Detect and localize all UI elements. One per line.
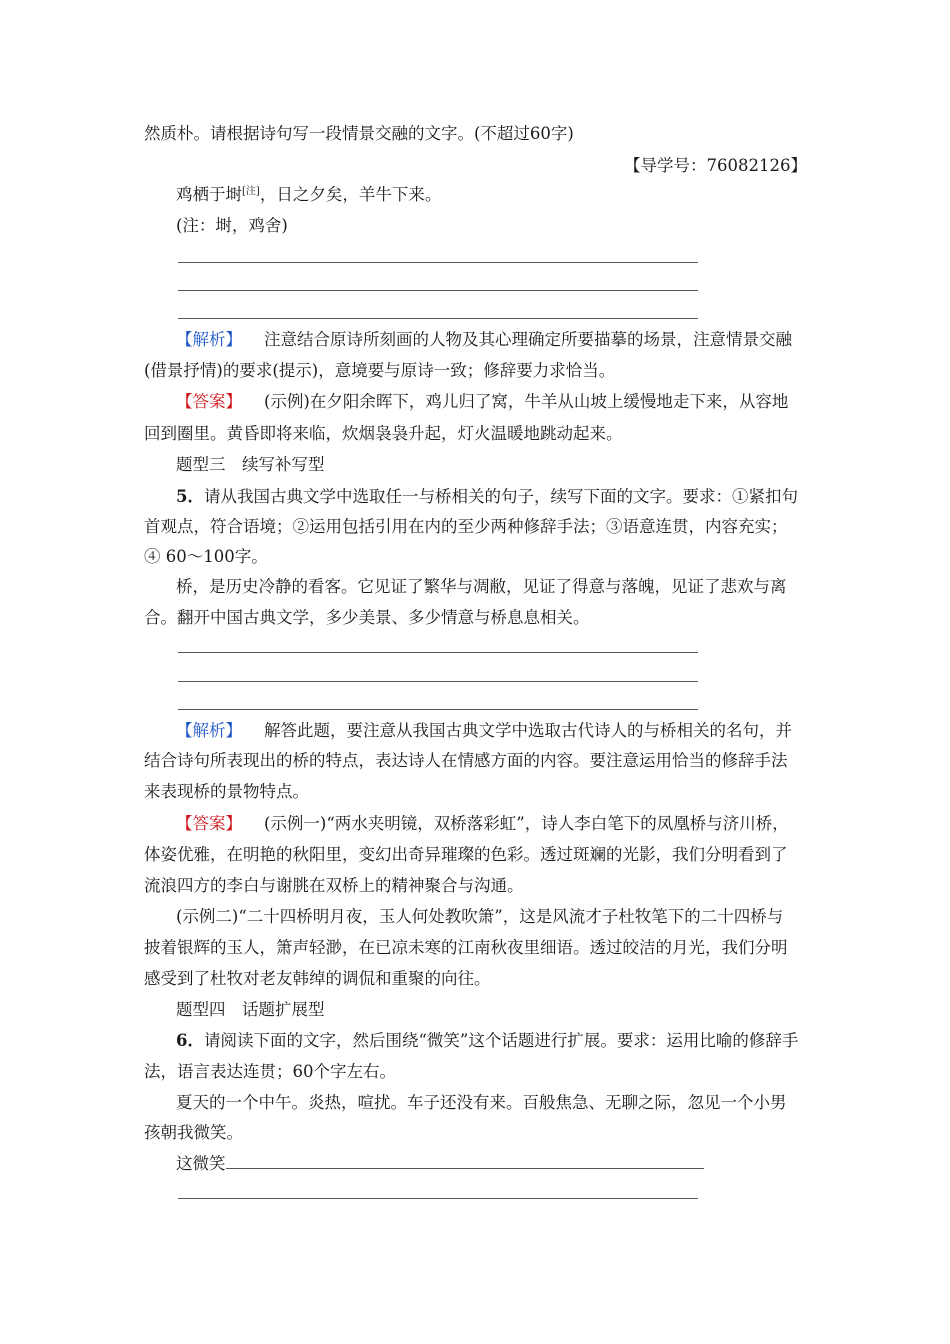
q6-text-line-2: 孩朝我微笑。 — [144, 1123, 243, 1142]
poem-note: (注：埘，鸡舍) — [176, 216, 288, 235]
q4-analysis-line-1 — [176, 329, 812, 351]
analysis-tag: 【解析】 — [176, 721, 242, 740]
answer-lead: 这微笑 — [176, 1154, 226, 1173]
question-number: 5． — [176, 487, 204, 506]
q5-answer-line-5: 披着银辉的玉人，箫声轻渺，在已凉未寒的江南秋夜里细语。透过皎洁的月光，我们分明 — [144, 938, 788, 957]
answer-blank-line[interactable] — [226, 1154, 704, 1169]
answer-blank-line[interactable] — [178, 681, 698, 682]
question-number: 6． — [176, 1031, 204, 1050]
answer-tag: 【答案】 — [176, 392, 242, 411]
q4-answer-line-1 — [176, 391, 812, 413]
answer-tag: 【答案】 — [176, 814, 242, 833]
q4-analysis-line-2: (借景抒情)的要求(提示)，意境要与原诗一致；修辞要力求恰当。 — [144, 361, 616, 380]
q5-answer-line-2: 体姿优雅，在明艳的秋阳里，变幻出奇异璀璨的色彩。透过斑斓的光影，我们分明看到了 — [144, 845, 788, 864]
answer-blank-line[interactable] — [178, 262, 698, 263]
q5-text-line-1: 桥，是历史冷静的看客。它见证了繁华与凋敝，见证了得意与落魄，见证了悲欢与离 — [176, 577, 787, 596]
section-heading-type4: 题型四 话题扩展型 — [176, 1000, 325, 1019]
answer-blank-line[interactable] — [178, 652, 698, 653]
q5-answer-line-3: 流浪四方的李白与谢朓在双桥上的精神聚合与沟通。 — [144, 876, 524, 895]
q5-prompt-line-2: 首观点，符合语境；②运用包括引用在内的至少两种修辞手法；③语意连贯，内容充实； — [144, 517, 788, 536]
q5-analysis-line-2: 结合诗句所表现出的桥的特点，表达诗人在情感方面的内容。要注意运用恰当的修辞手法 — [144, 751, 788, 770]
q5-analysis-line-1 — [176, 720, 812, 742]
answer-blank-line[interactable] — [178, 1198, 698, 1199]
analysis-tag: 【解析】 — [176, 330, 242, 349]
q6-answer-lead-line — [176, 1153, 812, 1175]
section-heading-type3: 题型三 续写补写型 — [176, 455, 325, 474]
answer-blank-line[interactable] — [178, 290, 698, 291]
guide-number: 【导学号：76082126】 — [624, 156, 807, 175]
q4-answer-line-2: 回到圈里。黄昏即将来临，炊烟袅袅升起，灯火温暖地跳动起来。 — [144, 424, 623, 443]
q5-answer-line-1 — [176, 813, 812, 835]
q5-answer-line-6: 感受到了杜牧对老友韩绰的调侃和重聚的向往。 — [144, 969, 491, 988]
q4-prompt-continued: 然质朴。请根据诗句写一段情景交融的文字。(不超过60字) — [144, 124, 574, 143]
q5-text-line-2: 合。翻开中国古典文学，多少美景、多少情意与桥息息相关。 — [144, 608, 590, 627]
poem-line — [176, 184, 812, 209]
q6-prompt-line-2: 法，语言表达连贯；60个字左右。 — [144, 1062, 396, 1081]
q5-prompt-line-3: ④ 60～100字。 — [144, 547, 268, 566]
q5-answer-line-4: (示例二)“二十四桥明月夜，玉人何处教吹箫”，这是风流才子杜牧笔下的二十四桥与 — [176, 907, 784, 926]
poem-part-a: 鸡栖于埘 — [176, 185, 242, 204]
analysis-text: 解答此题，要注意从我国古典文学中选取古代诗人的与桥相关的名句，并 — [264, 721, 792, 740]
answer-blank-line[interactable] — [178, 709, 698, 710]
answer-blank-line[interactable] — [178, 318, 698, 319]
prompt-text: 请从我国古典文学中选取任一与桥相关的句子，续写下面的文字。要求：①紧扣句 — [203, 487, 798, 506]
q5-analysis-line-3: 来表现桥的景物特点。 — [144, 782, 309, 801]
note-marker: [注] — [242, 186, 260, 197]
answer-text: (示例一)“两水夹明镜，双桥落彩虹”，诗人李白笔下的凤凰桥与济川桥， — [264, 814, 789, 833]
poem-part-b: ，日之夕矣，羊牛下来。 — [259, 185, 442, 204]
q5-prompt-line-1 — [176, 486, 812, 508]
answer-text: (示例)在夕阳余晖下，鸡儿归了窝，牛羊从山坡上缓慢地走下来，从容地 — [264, 392, 789, 411]
q6-text-line-1: 夏天的一个中午。炎热，喧扰。车子还没有来。百般焦急、无聊之际，忽见一个小男 — [176, 1093, 787, 1112]
analysis-text: 注意结合原诗所刻画的人物及其心理确定所要描摹的场景，注意情景交融 — [264, 330, 792, 349]
prompt-text: 请阅读下面的文字，然后围绕“微笑”这个话题进行扩展。要求：运用比喻的修辞手 — [203, 1031, 799, 1050]
q6-prompt-line-1 — [176, 1030, 812, 1052]
